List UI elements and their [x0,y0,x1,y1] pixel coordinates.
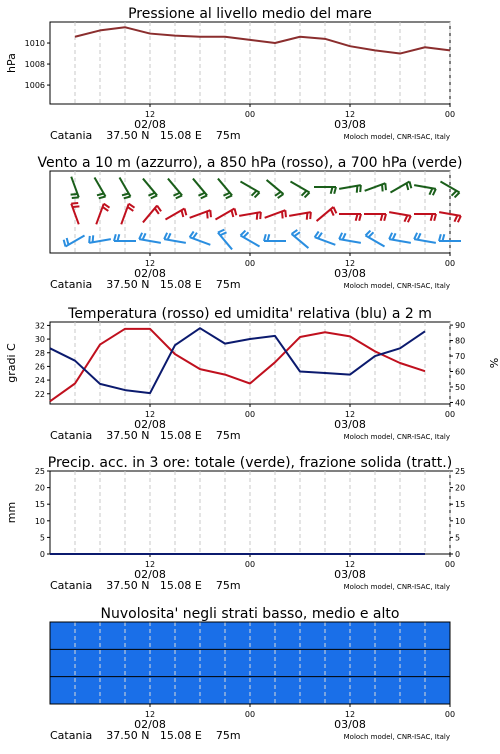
barb-feather [434,214,436,221]
date-label: 02/08 [134,267,166,280]
wind-barb [165,209,186,220]
x-tick-label: 00 [444,710,456,719]
barb-feather [157,206,161,212]
barb-feather [264,234,266,241]
y-tick-label: 22 [34,389,45,399]
x-tick-label: 12 [344,110,356,119]
model-credit: Moloch model, CNR-ISAC, Italy [343,133,450,141]
barb-feather [193,233,197,239]
location-label: Catania 37.50 N 15.08 E 75m [50,429,241,442]
barb-feather [114,234,116,241]
x-tick-label: 12 [144,259,156,268]
barb-feather [410,182,412,189]
y-tick-label: 25 [34,467,45,476]
y-tick-label: 24 [34,376,45,386]
barb-feather [310,212,311,219]
y-tick-label: 10 [34,516,45,526]
barb-feather [104,204,110,208]
x-tick-label: 12 [344,259,356,268]
barb-feather [143,233,146,239]
y-tick-label: 26 [34,362,45,372]
y-right-tick-label: 40 [455,398,466,408]
barb-feather [331,187,333,194]
wind-barb [215,209,236,220]
series-line-2 [50,328,425,393]
barb-feather [118,234,120,241]
y-right-tick-label: 10 [455,516,466,526]
x-tick-label: 12 [344,710,356,719]
panel-1 [5,6,455,142]
barb-feather [260,212,261,219]
barb-feather [418,233,421,239]
barb-feather [155,208,159,214]
barb-feather [148,193,154,196]
barb-feather [333,207,336,213]
barb-feather [454,215,457,221]
barb-feather [190,232,194,238]
barb-feather [360,185,361,192]
panel-title: Nuvolosita' negli strati basso, medio e alto [100,606,400,622]
panel-3 [5,306,500,442]
barb-feather [356,214,358,221]
date-label: 02/08 [134,718,166,731]
series-line-1 [50,329,425,401]
date-label: 03/08 [334,718,366,731]
barb-feather [72,206,79,207]
date-label: 03/08 [334,267,366,280]
x-tick-label: 00 [244,710,256,719]
panel-5 [50,606,455,742]
panel-2 [37,155,462,291]
barb-feather [334,187,336,194]
y-tick-label: 1006 [24,81,45,91]
barb-feather [393,233,396,239]
panel-title: Vento a 10 m (azzurro), a 850 hPa (rosso), a 700 hPa (verde) [37,155,463,171]
x-tick-label: 12 [344,560,356,569]
x-tick-label: 12 [344,410,356,419]
y-tick-label: 0 [39,550,45,559]
barb-feather [235,209,237,216]
barb-feather [97,193,104,195]
y-right-tick-label: 80 [455,336,466,346]
barb-feather [151,195,157,198]
barb-feather [357,186,358,193]
barb-feather [285,210,286,217]
barb-feather [89,236,90,243]
barb-feather [129,204,135,208]
y-right-tick-label: 20 [455,483,466,493]
plot-frame [50,322,450,404]
wind-barb [190,210,211,218]
barb-feather [103,207,109,211]
barb-feather [71,203,78,204]
barb-feather [93,235,94,242]
y-right-tick-label: 15 [455,500,466,510]
x-tick-label: 00 [244,110,256,119]
location-label: Catania 37.50 N 15.08 E 75m [50,129,241,142]
y-tick-label: 5 [39,533,45,543]
date-label: 03/08 [334,568,366,581]
y-tick-label: 20 [34,483,45,493]
panel-4 [5,455,465,592]
wind-barb [64,236,85,247]
wind-barb [121,204,134,225]
barb-feather [268,234,270,241]
barb-feather [218,230,224,233]
model-credit: Moloch model, CNR-ISAC, Italy [343,583,450,591]
series-line-1 [75,27,450,53]
wind-barb [292,230,309,248]
x-tick-label: 00 [444,410,456,419]
barb-feather [278,194,284,198]
location-label: Catania 37.50 N 15.08 E 75m [50,579,241,592]
barb-feather [122,193,129,195]
x-tick-label: 12 [144,710,156,719]
barb-shaft [290,182,309,193]
barb-feather [207,211,208,218]
barb-feather [231,210,233,217]
barb-feather [408,216,411,222]
barb-feather [72,197,79,198]
model-credit: Moloch model, CNR-ISAC, Italy [343,282,450,290]
barb-feather [220,232,226,235]
barb-feather [139,233,142,239]
barb-feather [226,195,232,198]
location-label: Catania 37.50 N 15.08 E 75m [50,729,241,742]
barb-feather [429,188,432,194]
wind-barb [365,183,386,191]
barb-feather [257,213,258,220]
x-tick-label: 00 [444,110,456,119]
barb-feather [318,233,322,239]
barb-feather [404,215,407,221]
y-right-axis-label: % [487,357,500,369]
barb-feather [201,195,207,198]
barb-shaft [267,180,284,194]
panel-title: Pressione al livello medio del mare [128,6,372,22]
barb-feather [168,233,171,239]
barb-feather [385,183,386,190]
barb-feather [431,214,433,221]
wind-barb [96,204,109,225]
y-right-tick-label: 70 [455,352,466,362]
barb-feather [433,189,436,195]
date-label: 02/08 [134,418,166,431]
barb-feather [275,192,281,196]
x-tick-label: 00 [244,410,256,419]
x-tick-label: 00 [244,259,256,268]
barb-feather [99,197,106,199]
barb-feather [458,216,461,222]
y-right-tick-label: 50 [455,382,466,392]
barb-feather [164,233,167,239]
date-label: 03/08 [334,118,366,131]
barb-feather [406,183,408,190]
date-label: 02/08 [134,568,166,581]
panel-title: Temperatura (rosso) ed umidita' relativa (blu) a 2 m [68,306,432,322]
barb-feather [292,230,298,234]
barb-feather [176,195,182,198]
barb-feather [389,233,392,239]
barb-feather [223,193,229,196]
y-axis-label: gradi C [5,343,18,383]
barb-feather [198,193,204,196]
barb-feather [294,232,300,236]
wind-barb [317,207,337,221]
date-label: 03/08 [334,418,366,431]
wind-barb [218,230,232,250]
barb-feather [282,211,283,218]
y-tick-label: 30 [34,335,45,345]
barb-feather [359,214,361,221]
y-right-tick-label: 60 [455,367,466,377]
y-tick-label: 1008 [24,60,45,70]
barb-feather [382,184,383,191]
barb-feather [381,214,383,221]
wind-barb [143,206,161,223]
barb-feather [185,209,187,216]
barb-feather [71,194,78,195]
barb-feather [384,214,386,221]
model-credit: Moloch model, CNR-ISAC, Italy [343,433,450,441]
barb-feather [181,210,183,217]
barb-feather [210,210,211,217]
barb-feather [173,193,179,196]
barb-feather [331,209,334,215]
barb-feather [414,233,417,239]
barb-feather [64,240,66,247]
y-tick-label: 15 [34,500,45,510]
barb-feather [67,238,69,245]
y-tick-label: 1010 [24,39,45,49]
wind-barb [265,210,286,218]
barb-shaft [240,182,259,193]
wind-barb [267,180,284,198]
y-right-tick-label: 90 [455,321,466,331]
location-label: Catania 37.50 N 15.08 E 75m [50,278,241,291]
y-tick-label: 28 [34,348,45,358]
y-tick-label: 32 [34,321,45,331]
date-label: 02/08 [134,118,166,131]
barb-feather [124,197,131,199]
barb-feather [343,233,346,239]
x-tick-label: 00 [444,259,456,268]
barb-feather [443,234,445,241]
model-credit: Moloch model, CNR-ISAC, Italy [343,733,450,741]
y-right-tick-label: 0 [455,550,461,559]
x-tick-label: 12 [144,410,156,419]
x-tick-label: 00 [244,560,256,569]
panel-title: Precip. acc. in 3 ore: totale (verde), frazione solida (tratt.) [47,455,453,471]
y-axis-label: hPa [5,53,18,73]
barb-feather [307,213,308,220]
y-axis-label: mm [5,501,18,524]
y-right-tick-label: 25 [455,467,466,476]
x-tick-label: 12 [144,110,156,119]
wind-barb [390,182,411,193]
barb-feather [439,234,441,241]
barb-feather [128,207,134,211]
x-tick-label: 12 [144,560,156,569]
plot-frame [50,22,450,104]
barb-feather [339,233,342,239]
y-right-tick-label: 5 [455,533,461,543]
barb-feather [315,232,319,238]
x-tick-label: 00 [444,560,456,569]
